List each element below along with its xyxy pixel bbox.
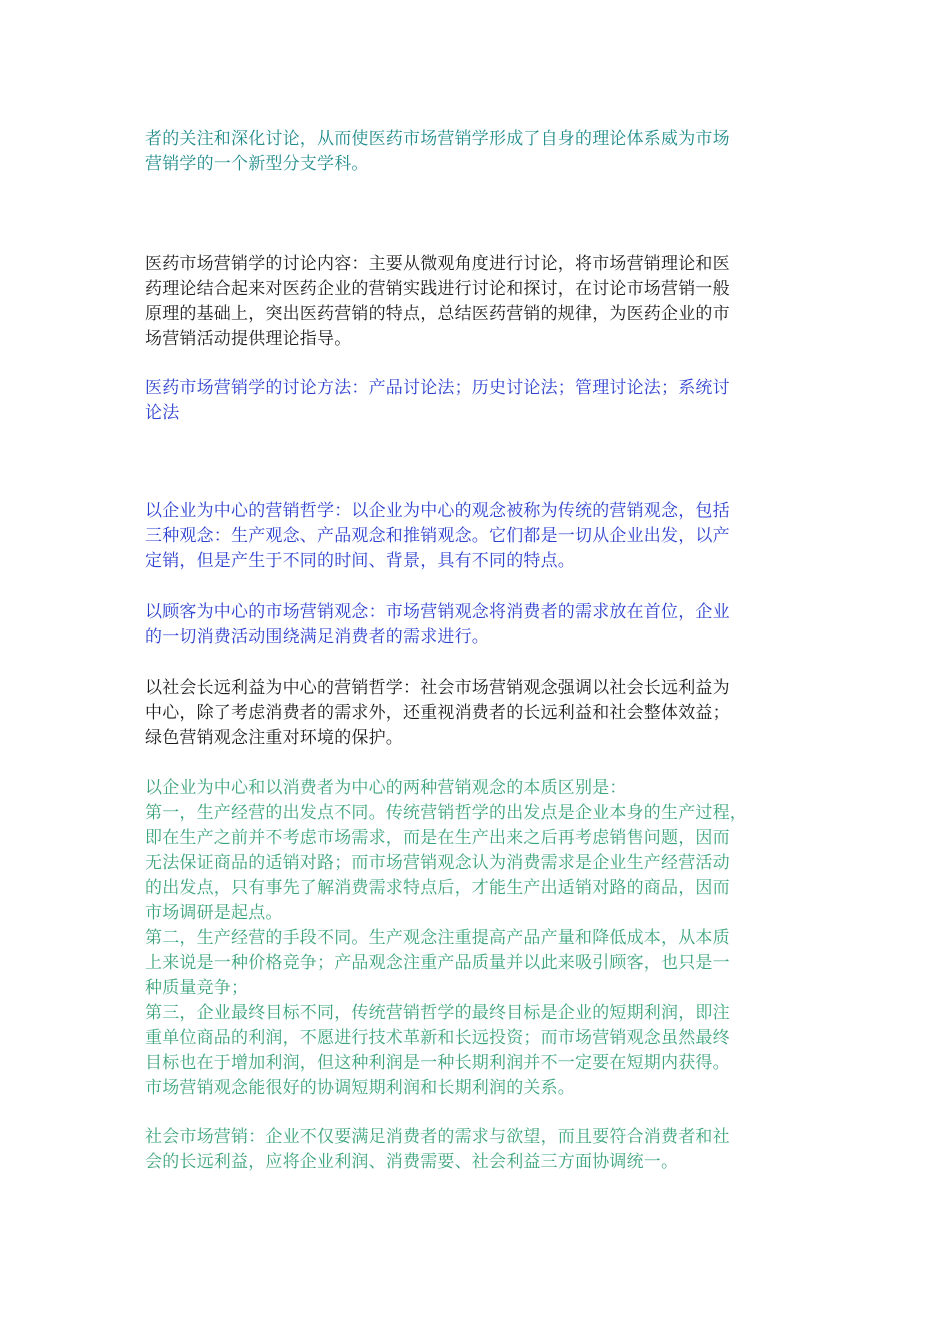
paragraph-society-centered <box>145 676 815 751</box>
text-line: 医药市场营销学的讨论方法：产品讨论法；历史讨论法；管理讨论法；系统讨 <box>145 378 730 398</box>
text-line: 以企业为中心的营销哲学：以企业为中心的观念被称为传统的营销观念，包括 <box>145 501 730 521</box>
text-line: 第三，企业最终目标不同，传统营销哲学的最终目标是企业的短期利润，即注 <box>145 1003 730 1023</box>
text-line: 市场调研是起点。 <box>145 903 283 923</box>
text-line: 第二，生产经营的手段不同。生产观念注重提高产品产量和降低成本，从本质 <box>145 928 730 948</box>
text-line: 定销，但是产生于不同的时间、背景，具有不同的特点。 <box>145 551 575 571</box>
paragraph-customer-centered <box>145 600 815 650</box>
paragraph-social-marketing <box>145 1125 815 1175</box>
text-line: 第一，生产经营的出发点不同。传统营销哲学的出发点是企业本身的生产过程， <box>145 803 747 823</box>
paragraph-enterprise-centered <box>145 499 815 574</box>
text-line: 即在生产之前并不考虑市场需求，而是在生产出来之后再考虑销售问题，因而 <box>145 828 730 848</box>
text-line: 社会市场营销：企业不仅要满足消费者的需求与欲望，而且要符合消费者和社 <box>145 1127 730 1147</box>
text-line: 原理的基础上，突出医药营销的特点，总结医药营销的规律，为医药企业的市 <box>145 304 730 324</box>
text-line: 三种观念：生产观念、产品观念和推销观念。它们都是一切从企业出发，以产 <box>145 526 730 546</box>
text-line: 论法 <box>145 403 180 423</box>
text-line: 种质量竞争； <box>145 978 249 998</box>
text-line: 的出发点，只有事先了解消费需求特点后，才能生产出适销对路的商品，因而 <box>145 878 730 898</box>
text-line: 市场营销观念能很好的协调短期利润和长期利润的关系。 <box>145 1078 575 1098</box>
text-line: 场营销活动提供理论指导。 <box>145 329 352 349</box>
paragraph-research-content <box>145 252 815 352</box>
text-line: 医药市场营销学的讨论内容：主要从微观角度进行讨论，将市场营销理论和医 <box>145 254 730 274</box>
text-line: 无法保证商品的适销对路；而市场营销观念认为消费需求是企业生产经营活动 <box>145 853 730 873</box>
text-line: 目标也在于增加利润，但这种利润是一种长期利润并不一定要在短期内获得。 <box>145 1053 730 1073</box>
text-line: 者的关注和深化讨论，从而使医药市场营销学形成了自身的理论体系威为市场 <box>145 129 730 149</box>
text-line: 的一切消费活动围绕满足消费者的需求进行。 <box>145 627 489 647</box>
text-line: 上来说是一种价格竞争；产品观念注重产品质量并以此来吸引顾客，也只是一 <box>145 953 730 973</box>
text-line: 重单位商品的利润，不愿进行技术革新和长远投资；而市场营销观念虽然最终 <box>145 1028 730 1048</box>
text-line: 药理论结合起来对医药企业的营销实践进行讨论和探讨，在讨论市场营销一般 <box>145 279 730 299</box>
text-line: 以顾客为中心的市场营销观念：市场营销观念将消费者的需求放在首位，企业 <box>145 602 730 622</box>
text-line: 中心，除了考虑消费者的需求外，还重视消费者的长远利益和社会整体效益； <box>145 703 730 723</box>
text-line: 会的长远利益，应将企业利润、消费需要、社会利益三方面协调统一。 <box>145 1152 679 1172</box>
text-line: 营销学的一个新型分支学科。 <box>145 154 369 174</box>
text-line: 以社会长远利益为中心的营销哲学：社会市场营销观念强调以社会长远利益为 <box>145 678 730 698</box>
text-line: 绿色营销观念注重对环境的保护。 <box>145 728 403 748</box>
paragraph-research-methods <box>145 376 815 426</box>
paragraph-intro-continuation <box>145 127 815 177</box>
text-line: 以企业为中心和以消费者为中心的两种营销观念的本质区别是： <box>145 778 627 798</box>
paragraph-essential-differences <box>145 776 815 1101</box>
